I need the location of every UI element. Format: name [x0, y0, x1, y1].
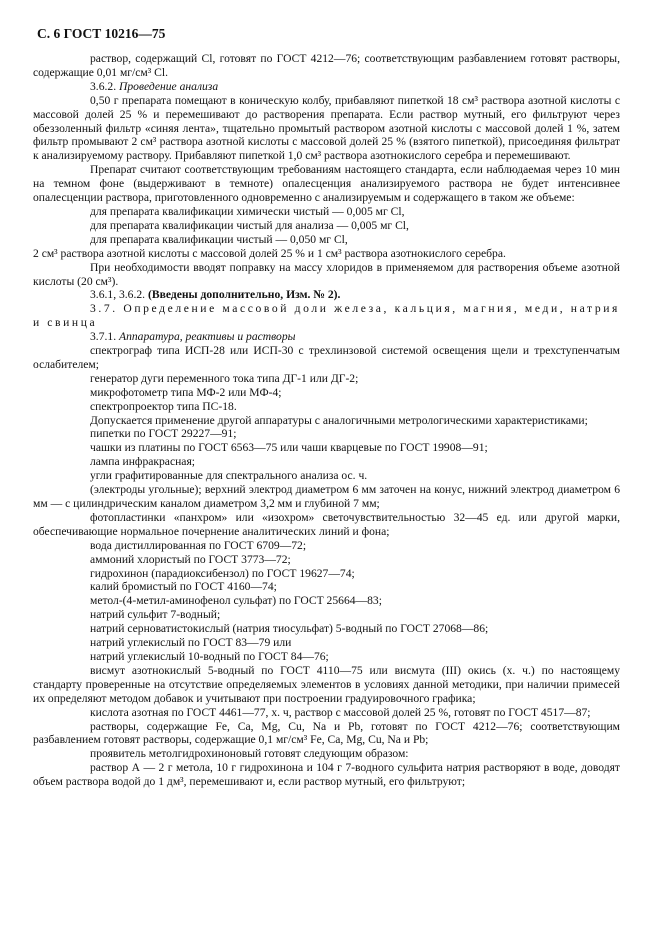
- list-item: калий бромистый по ГОСТ 4160—74;: [90, 580, 277, 594]
- list-item: генератор дуги переменного тока типа ДГ-1 или ДГ-2;: [90, 371, 359, 385]
- list-item: метол-(4-метил-аминофенол сульфат) по ГОСТ 25664—83;: [90, 594, 382, 608]
- list-item: аммоний хлористый по ГОСТ 3773—72;: [90, 552, 291, 566]
- page-header: С. 6 ГОСТ 10216—75: [37, 26, 166, 41]
- list-item: натрий серноватистокислый (натрия тиосульфат) 5-водный по ГОСТ 27068—86;: [90, 622, 489, 636]
- list-item: фотопластинки «панхром» или «изохром» светочувствительностью 32—45 ед. или другой марки, обеспечивающие нормальное почернение аналитических линий и фона;: [33, 510, 620, 538]
- list-item: гидрохинон (парадиоксибензол) по ГОСТ 19627—74;: [90, 566, 355, 580]
- list-item: раствор А — 2 г метола, 10 г гидрохинона и 104 г 7-водного сульфита натрия растворяют в воде, доводят объем раствора водой до 1 дм³, перемешивают и, если раствор мутный, его фильтруют;: [33, 761, 620, 789]
- list-item: спектрограф типа ИСП-28 или ИСП-30 с трехлинзовой системой освещения щели и трехступенчатым ослабителем;: [33, 344, 620, 371]
- list-item: пипетки по ГОСТ 29227—91;: [90, 427, 237, 441]
- paragraph: Препарат считают соответствующим требованиям настоящего стандарта, если наблюдаемая через 10 мин на темном фоне (выдерживают в темноте) опалесценция анализируемого раствора не будет интенсивнее опалесценции раствора, приготовленного одновременно с анализируемым и содержащего в таком же объеме:: [33, 163, 620, 205]
- section-number: 3.7.1.: [90, 330, 117, 344]
- list-item: проявитель метолгидрохиноновый готовят следующим образом:: [90, 747, 409, 761]
- list-item: угли графитированные для спектрального анализа ос. ч.: [90, 469, 368, 483]
- paragraph: раствор, содержащий Cl, готовят по ГОСТ 4212—76; соответствующим разбавлением готовят растворы, содержащие 0,01 мг/см³ Cl.: [33, 52, 620, 79]
- amendment-sections: 3.6.1, 3.6.2.: [90, 288, 146, 302]
- paragraph: Допускается применение другой аппаратуры с аналогичными метрологическими характеристиками;: [90, 413, 588, 427]
- section-heading: [33, 80, 620, 94]
- list-item: для препарата квалификации чистый — 0,050 мг Cl,: [90, 232, 348, 246]
- section-title: Аппаратура, реактивы и растворы: [119, 330, 296, 344]
- section-heading: [33, 330, 620, 344]
- list-item: натрий углекислый по ГОСТ 83—79 или: [90, 636, 292, 650]
- list-item: натрий углекислый 10-водный по ГОСТ 84—76;: [90, 649, 329, 663]
- section-number: 3.6.2.: [90, 79, 117, 93]
- list-item: натрий сульфит 7-водный;: [90, 608, 221, 622]
- amendment-note: [33, 288, 620, 302]
- paragraph: При необходимости вводят поправку на массу хлоридов в применяемом для растворения объеме азотной кислоты (20 см³).: [33, 260, 620, 288]
- list-item: лампа инфракрасная;: [90, 455, 196, 469]
- amendment-text: (Введены дополнительно, Изм. № 2).: [147, 288, 341, 302]
- list-item: (электроды угольные); верхний электрод диаметром 6 мм заточен на конус, нижний электрод диаметром 6 мм — с цилиндрическим каналом диаметром 3,2 мм и глубиной 7 мм;: [33, 483, 620, 510]
- list-item: кислота азотная по ГОСТ 4461—77, х. ч, раствор с массовой долей 25 %, готовят по ГОСТ 4517—87;: [90, 705, 591, 719]
- paragraph: 0,50 г препарата помещают в коническую колбу, прибавляют пипеткой 18 см³ раствора азотной кислоты с массовой долей 25 % и перемешивают до растворения препарата. Если раствор мутный, его фильтруют через обеззоленный фильтр «синяя лента», тщательно промытый раствором азотной кислоты с массовой долей 1 %, затем фильтр промывают 2 см³ раствора азотной кислоты с массовой долей 25 % (взятого пипеткой), присоединяя фильтрат к анализируемому раствору. Прибавляют пипеткой 1,0 см³ раствора азотнокислого серебра и перемешивают.: [33, 93, 620, 163]
- list-item: висмут азотнокислый 5-водный по ГОСТ 4110—75 или висмута (III) окись (х. ч.) по настоящему стандарту проверенные на отсутствие определяемых элементов в условиях данной методики, при наличии примесей их определяют методом добавок и учитывают при построении градуировочного графика;: [33, 663, 620, 705]
- list-item: для препарата квалификации химически чистый — 0,005 мг Cl,: [90, 204, 405, 218]
- list-item: спектропроектор типа ПС-18.: [90, 399, 237, 413]
- list-item: микрофотометр типа МФ-2 или МФ-4;: [90, 385, 282, 399]
- list-item: вода дистиллированная по ГОСТ 6709—72;: [90, 538, 307, 552]
- list-item: чашки из платины по ГОСТ 6563—75 или чаши кварцевые по ГОСТ 19908—91;: [90, 441, 488, 455]
- document-body: [33, 52, 620, 789]
- list-item: растворы, содержащие Fe, Ca, Mg, Cu, Na и Pb, готовят по ГОСТ 4212—76; соответствующим разбавлением готовят растворы, содержащие 0,1 мг/см³ Fe, Ca, Mg, Cu, Na и Pb;: [33, 719, 620, 747]
- section-title: Проведение анализа: [119, 79, 219, 93]
- list-item: для препарата квалификации чистый для анализа — 0,005 мг Cl,: [90, 218, 409, 232]
- paragraph: 2 см³ раствора азотной кислоты с массовой долей 25 % и 1 см³ раствора азотнокислого серебра.: [33, 246, 506, 260]
- section-heading-spaced: 3.7. Определение массовой доли железа, кальция, магния, меди, натрия и свинца: [33, 302, 620, 330]
